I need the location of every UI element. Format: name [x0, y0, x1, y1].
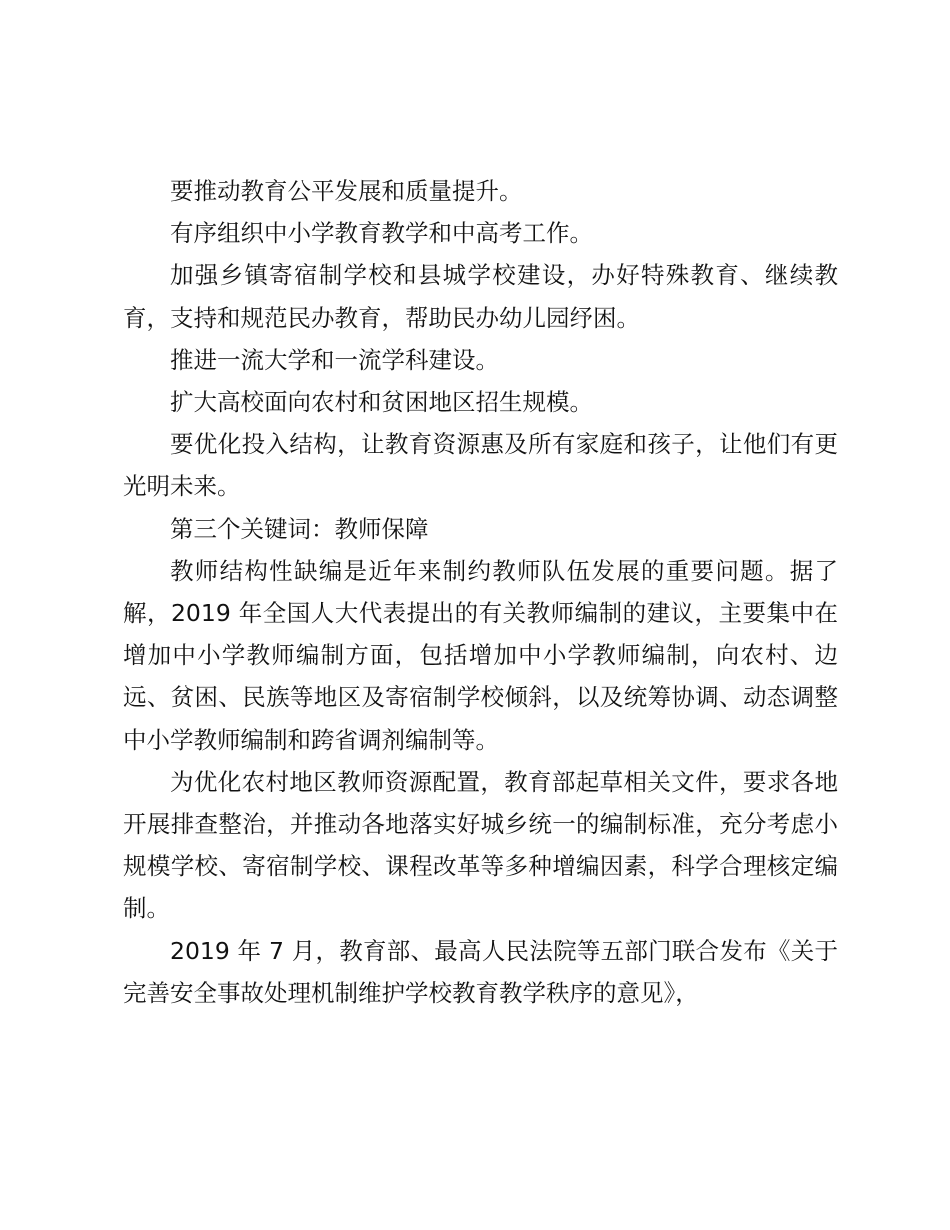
paragraph-exam-organization: 有序组织中小学教育教学和中高考工作。	[170, 219, 593, 248]
section-heading-teacher-support: 第三个关键词：教师保障	[170, 514, 429, 543]
paragraph-teacher-shortage: 教师结构性缺编是近年来制约教师队伍发展的重要问题。据了解，2019 年全国人大代表提出的有关教师编制的建议，主要集中在增加中小学教师编制方面，包括增加中小学教师编制，向农村、边远、贫困、民族等地区及寄宿制学校倾斜，以及统筹协调、动态调整中小学教师编制和跨省调剂编制等。	[123, 556, 838, 754]
document-body	[123, 170, 838, 1014]
paragraph-rural-teacher-allocation: 为优化农村地区教师资源配置，教育部起草相关文件，要求各地开展排查整治，并推动各地落实好城乡统一的编制标准，充分考虑小规模学校、寄宿制学校、课程改革等多种增编因素，科学合理核定编制。	[123, 767, 838, 923]
paragraph-school-construction: 加强乡镇寄宿制学校和县城学校建设，办好特殊教育、继续教育，支持和规范民办教育，帮助民办幼儿园纾困。	[123, 261, 838, 332]
paragraph-first-class-universities: 推进一流大学和一流学科建设。	[170, 345, 499, 374]
paragraph-enrollment-expansion: 扩大高校面向农村和贫困地区招生规模。	[170, 388, 593, 417]
paragraph-investment-structure: 要优化投入结构，让教育资源惠及所有家庭和孩子，让他们有更光明未来。	[123, 430, 838, 501]
paragraph-safety-regulation: 2019 年 7 月，教育部、最高人民法院等五部门联合发布《关于完善安全事故处理机制维护学校教育教学秩序的意见》，	[123, 936, 838, 1007]
paragraph-education-equity: 要推动教育公平发展和质量提升。	[170, 177, 523, 205]
